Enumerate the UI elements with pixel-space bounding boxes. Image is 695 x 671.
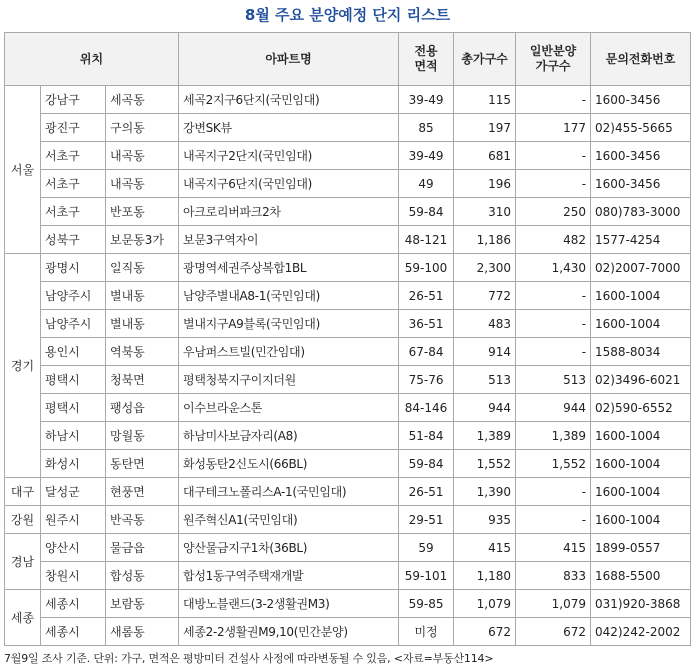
phone-cell: 02)2007-7000 xyxy=(591,254,691,282)
table-row xyxy=(5,170,691,198)
dong-cell: 현풍면 xyxy=(106,478,179,506)
general-units-cell: - xyxy=(516,310,591,338)
general-units-cell: - xyxy=(516,142,591,170)
total-units-cell: 681 xyxy=(454,142,516,170)
region-cell: 경남 xyxy=(5,534,41,590)
dong-cell: 세곡동 xyxy=(106,86,179,114)
total-units-cell: 115 xyxy=(454,86,516,114)
area-cell: 51-84 xyxy=(399,422,454,450)
area-cell: 85 xyxy=(399,114,454,142)
city-cell: 광진구 xyxy=(41,114,106,142)
general-units-cell: - xyxy=(516,170,591,198)
total-units-cell: 196 xyxy=(454,170,516,198)
area-cell: 39-49 xyxy=(399,86,454,114)
table-row xyxy=(5,422,691,450)
region-cell: 대구 xyxy=(5,478,41,506)
header-area xyxy=(399,33,454,86)
dong-cell: 팽성읍 xyxy=(106,394,179,422)
dong-cell: 동탄면 xyxy=(106,450,179,478)
area-cell: 59-84 xyxy=(399,450,454,478)
dong-cell: 반곡동 xyxy=(106,506,179,534)
city-cell: 남양주시 xyxy=(41,310,106,338)
table-row xyxy=(5,282,691,310)
dong-cell: 합성동 xyxy=(106,562,179,590)
table-row xyxy=(5,142,691,170)
phone-cell: 1688-5500 xyxy=(591,562,691,590)
city-cell: 평택시 xyxy=(41,366,106,394)
phone-cell: 031)920-3868 xyxy=(591,590,691,618)
dong-cell: 내곡동 xyxy=(106,142,179,170)
city-cell: 원주시 xyxy=(41,506,106,534)
apartment-name-cell: 남양주별내A8-1(국민임대) xyxy=(179,282,399,310)
city-cell: 세종시 xyxy=(41,618,106,646)
header-phone: 문의전화번호 xyxy=(591,33,691,86)
phone-cell: 1600-3456 xyxy=(591,86,691,114)
area-cell: 59-85 xyxy=(399,590,454,618)
general-units-cell: 672 xyxy=(516,618,591,646)
phone-cell: 1600-1004 xyxy=(591,506,691,534)
area-cell: 미정 xyxy=(399,618,454,646)
dong-cell: 보람동 xyxy=(106,590,179,618)
apartment-name-cell: 광명역세권주상복합1BL xyxy=(179,254,399,282)
apartment-name-cell: 강변SK뷰 xyxy=(179,114,399,142)
phone-cell: 1588-8034 xyxy=(591,338,691,366)
table-row xyxy=(5,114,691,142)
dong-cell: 별내동 xyxy=(106,282,179,310)
apartment-name-cell: 이수브라운스톤 xyxy=(179,394,399,422)
phone-cell: 1899-0557 xyxy=(591,534,691,562)
table-row xyxy=(5,478,691,506)
area-cell: 59 xyxy=(399,534,454,562)
city-cell: 광명시 xyxy=(41,254,106,282)
city-cell: 달성군 xyxy=(41,478,106,506)
dong-cell: 별내동 xyxy=(106,310,179,338)
phone-cell: 02)3496-6021 xyxy=(591,366,691,394)
dong-cell: 물금읍 xyxy=(106,534,179,562)
dong-cell: 구의동 xyxy=(106,114,179,142)
header-total: 총가구수 xyxy=(454,33,516,86)
city-cell: 성북구 xyxy=(41,226,106,254)
area-cell: 39-49 xyxy=(399,142,454,170)
dong-cell: 청북면 xyxy=(106,366,179,394)
phone-cell: 1600-3456 xyxy=(591,142,691,170)
page-title: 8월 주요 분양예정 단지 리스트 xyxy=(244,6,451,24)
table-row xyxy=(5,226,691,254)
table-row xyxy=(5,534,691,562)
header-general-line2: 가구수 xyxy=(535,59,571,73)
city-cell: 세종시 xyxy=(41,590,106,618)
total-units-cell: 1,180 xyxy=(454,562,516,590)
total-units-cell: 914 xyxy=(454,338,516,366)
region-cell: 강원 xyxy=(5,506,41,534)
city-cell: 하남시 xyxy=(41,422,106,450)
general-units-cell: - xyxy=(516,506,591,534)
total-units-cell: 935 xyxy=(454,506,516,534)
general-units-cell: 482 xyxy=(516,226,591,254)
area-cell: 36-51 xyxy=(399,310,454,338)
footer-note: 7월9일 조사 기준. 단위: 가구, 면적은 평방미터 건설사 사정에 따라변동될 수 있음, <자료=부동산114> xyxy=(4,652,494,665)
city-cell: 남양주시 xyxy=(41,282,106,310)
table-row xyxy=(5,618,691,646)
total-units-cell: 197 xyxy=(454,114,516,142)
city-cell: 서초구 xyxy=(41,170,106,198)
area-cell: 67-84 xyxy=(399,338,454,366)
total-units-cell: 1,552 xyxy=(454,450,516,478)
total-units-cell: 672 xyxy=(454,618,516,646)
table-row xyxy=(5,310,691,338)
total-units-cell: 1,390 xyxy=(454,478,516,506)
total-units-cell: 1,079 xyxy=(454,590,516,618)
general-units-cell: 177 xyxy=(516,114,591,142)
city-cell: 창원시 xyxy=(41,562,106,590)
general-units-cell: 513 xyxy=(516,366,591,394)
apartment-name-cell: 대구테크노폴리스A-1(국민임대) xyxy=(179,478,399,506)
dong-cell: 새롬동 xyxy=(106,618,179,646)
total-units-cell: 2,300 xyxy=(454,254,516,282)
general-units-cell: 1,430 xyxy=(516,254,591,282)
city-cell: 평택시 xyxy=(41,394,106,422)
dong-cell: 역북동 xyxy=(106,338,179,366)
dong-cell: 일직동 xyxy=(106,254,179,282)
apartment-name-cell: 세곡2지구6단지(국민임대) xyxy=(179,86,399,114)
general-units-cell: 415 xyxy=(516,534,591,562)
area-cell: 75-76 xyxy=(399,366,454,394)
city-cell: 화성시 xyxy=(41,450,106,478)
total-units-cell: 513 xyxy=(454,366,516,394)
table-body xyxy=(5,86,691,646)
table-row xyxy=(5,590,691,618)
dong-cell: 내곡동 xyxy=(106,170,179,198)
phone-cell: 042)242-2002 xyxy=(591,618,691,646)
phone-cell: 1600-1004 xyxy=(591,450,691,478)
apartment-name-cell: 평택청북지구이지더원 xyxy=(179,366,399,394)
general-units-cell: 1,389 xyxy=(516,422,591,450)
area-cell: 26-51 xyxy=(399,282,454,310)
table-row xyxy=(5,562,691,590)
header-area-line2: 면적 xyxy=(414,59,438,73)
table-row xyxy=(5,254,691,282)
apartment-name-cell: 내곡지구6단지(국민임대) xyxy=(179,170,399,198)
region-cell: 세종 xyxy=(5,590,41,646)
apartment-name-cell: 화성동탄2신도시(66BL) xyxy=(179,450,399,478)
table-row xyxy=(5,450,691,478)
dong-cell: 망월동 xyxy=(106,422,179,450)
general-units-cell: 250 xyxy=(516,198,591,226)
general-units-cell: - xyxy=(516,282,591,310)
header-apartment: 아파트명 xyxy=(179,33,399,86)
total-units-cell: 1,389 xyxy=(454,422,516,450)
general-units-cell: - xyxy=(516,478,591,506)
apartment-name-cell: 우남퍼스트빌(민간임대) xyxy=(179,338,399,366)
area-cell: 29-51 xyxy=(399,506,454,534)
region-cell: 서울 xyxy=(5,86,41,254)
dong-cell: 반포동 xyxy=(106,198,179,226)
phone-cell: 1600-1004 xyxy=(591,478,691,506)
phone-cell: 1577-4254 xyxy=(591,226,691,254)
general-units-cell: 1,552 xyxy=(516,450,591,478)
general-units-cell: - xyxy=(516,86,591,114)
city-cell: 용인시 xyxy=(41,338,106,366)
region-cell: 경기 xyxy=(5,254,41,478)
city-cell: 강남구 xyxy=(41,86,106,114)
area-cell: 26-51 xyxy=(399,478,454,506)
apartment-name-cell: 내곡지구2단지(국민임대) xyxy=(179,142,399,170)
table-row xyxy=(5,394,691,422)
general-units-cell: 833 xyxy=(516,562,591,590)
table-row xyxy=(5,86,691,114)
total-units-cell: 310 xyxy=(454,198,516,226)
phone-cell: 02)455-5665 xyxy=(591,114,691,142)
table-row xyxy=(5,366,691,394)
area-cell: 84-146 xyxy=(399,394,454,422)
city-cell: 양산시 xyxy=(41,534,106,562)
area-cell: 59-100 xyxy=(399,254,454,282)
header-general-line1: 일반분양 xyxy=(529,44,577,58)
apartment-name-cell: 보문3구역자이 xyxy=(179,226,399,254)
total-units-cell: 772 xyxy=(454,282,516,310)
phone-cell: 1600-1004 xyxy=(591,422,691,450)
general-units-cell: 944 xyxy=(516,394,591,422)
total-units-cell: 1,186 xyxy=(454,226,516,254)
apartment-name-cell: 아크로리버파크2차 xyxy=(179,198,399,226)
header-row xyxy=(5,33,691,86)
apartment-table xyxy=(4,32,691,646)
apartment-name-cell: 원주혁신A1(국민임대) xyxy=(179,506,399,534)
dong-cell: 보문동3가 xyxy=(106,226,179,254)
header-area-line1: 전용 xyxy=(414,44,438,58)
total-units-cell: 944 xyxy=(454,394,516,422)
phone-cell: 1600-1004 xyxy=(591,282,691,310)
apartment-name-cell: 합성1동구역주택재개발 xyxy=(179,562,399,590)
area-cell: 48-121 xyxy=(399,226,454,254)
general-units-cell: 1,079 xyxy=(516,590,591,618)
area-cell: 59-101 xyxy=(399,562,454,590)
city-cell: 서초구 xyxy=(41,198,106,226)
phone-cell: 02)590-6552 xyxy=(591,394,691,422)
phone-cell: 1600-3456 xyxy=(591,170,691,198)
header-location: 위치 xyxy=(5,33,179,86)
total-units-cell: 415 xyxy=(454,534,516,562)
phone-cell: 1600-1004 xyxy=(591,310,691,338)
table-row xyxy=(5,338,691,366)
phone-cell: 080)783-3000 xyxy=(591,198,691,226)
table-row xyxy=(5,198,691,226)
apartment-name-cell: 양산물금지구1차(36BL) xyxy=(179,534,399,562)
city-cell: 서초구 xyxy=(41,142,106,170)
apartment-name-cell: 하남미사보금자리(A8) xyxy=(179,422,399,450)
apartment-name-cell: 별내지구A9블록(국민임대) xyxy=(179,310,399,338)
apartment-name-cell: 대방노블랜드(3-2생활권M3) xyxy=(179,590,399,618)
area-cell: 59-84 xyxy=(399,198,454,226)
total-units-cell: 483 xyxy=(454,310,516,338)
general-units-cell: - xyxy=(516,338,591,366)
header-general xyxy=(516,33,591,86)
table-row xyxy=(5,506,691,534)
apartment-name-cell: 세종2-2생활권M9,10(민간분양) xyxy=(179,618,399,646)
area-cell: 49 xyxy=(399,170,454,198)
